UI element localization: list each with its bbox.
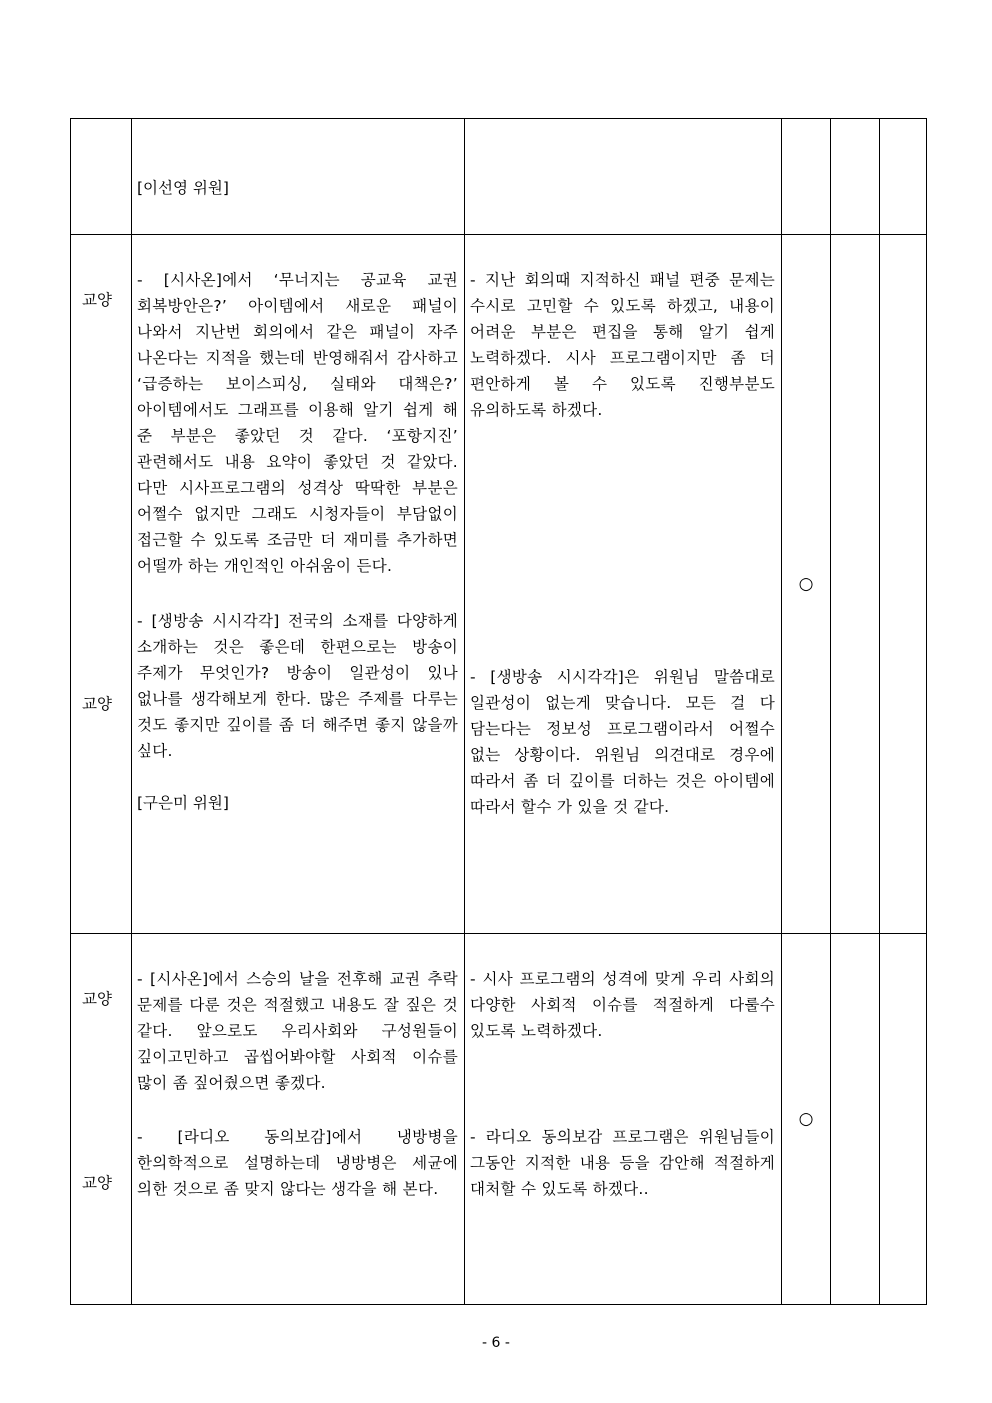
mark-cell	[782, 119, 831, 235]
mark-cell	[831, 235, 880, 934]
table-row	[71, 119, 927, 235]
opinion-cell	[132, 235, 465, 934]
speaker-label: [구은미 위원]	[137, 794, 229, 812]
category-label: 교양	[82, 990, 112, 1008]
mark-cell	[880, 235, 927, 934]
mark-cell	[831, 934, 880, 1305]
category-cell	[71, 119, 132, 235]
response-text: - 지난 회의때 지적하신 패널 편중 문제는 수시로 고민할 수 있도록 하겠고, 내용이 어려운 부분은 편집을 통해 알기 쉽게 노력하겠다. 시사 프로그램이지만 좀 더 편안하게 볼 수 있도록 진행부분도 유의하도록 하겠다.	[470, 271, 775, 419]
mark-cell	[880, 119, 927, 235]
category-label: 교양	[82, 1174, 112, 1192]
category-label: 교양	[82, 291, 112, 309]
opinion-text: - [시사온]에서 스승의 날을 전후해 교권 추락 문제를 다룬 것은 적절했고 내용도 잘 짚은 것 같다. 앞으로도 우리사회와 구성원들이 깊이고민하고 곱씹어봐야할 사회적 이슈를 많이 좀 짚어줬으면 좋겠다.	[137, 970, 458, 1092]
opinion-cell	[132, 119, 465, 235]
page-number: - 6 -	[482, 1335, 510, 1351]
opinion-text: - [시사온]에서 ‘무너지는 공교육 교권 회복방안은?’ 아이템에서 새로운 패널이 나와서 지난번 회의에서 같은 패널이 자주 나온다는 지적을 했는데 반영해줘서 감사하고 ‘급증하는 보이스피싱, 실태와 대책은?’ 아이템에서도 그래프를 이용해 알기 쉽게 해 준 부분은 좋았던 것 같다. ‘포항지진’ 관련해서도 내용 요약이 좋았던 것 같았다. 다만 시사프로그램의 성격상 딱딱한 부분은 어쩔수 없지만 그래도 시청자들이 부담없이 접근할 수 있도록 조금만 더 재미를 추가하면 어떨까 하는 개인적인 아쉬움이 든다.	[137, 271, 458, 575]
opinion-cell	[132, 934, 465, 1305]
circle-mark: ○	[798, 574, 814, 594]
response-text: - 라디오 동의보감 프로그램은 위원님들이 그동안 지적한 내용 등을 감안해 적절하게 대처할 수 있도록 하겠다..	[470, 1128, 775, 1198]
mark-cell	[831, 119, 880, 235]
mark-cell	[880, 934, 927, 1305]
response-text: - 시사 프로그램의 성격에 맞게 우리 사회의 다양한 사회적 이슈를 적절하게 다룰수 있도록 노력하겠다.	[470, 970, 775, 1040]
response-text: - [생방송 시시각각]은 위원님 말씀대로 일관성이 없는게 맞습니다. 모든 걸 다 담는다는 정보성 프로그램이라서 어쩔수 없는 상황이다. 위원님 의견대로 경우에 따라서 좀 더 깊이를 더하는 것은 아이템에 따라서 할수 가 있을 것 같다.	[470, 668, 775, 816]
opinion-text: - [라디오 동의보감]에서 냉방병을 한의학적으로 설명하는데 냉방병은 세균에 의한 것으로 좀 맞지 않다는 생각을 해 본다.	[137, 1128, 458, 1198]
response-cell	[465, 119, 782, 235]
opinion-text: - [생방송 시시각각] 전국의 소재를 다양하게 소개하는 것은 좋은데 한편으로는 방송이 주제가 무엇인가? 방송이 일관성이 있나 없나를 생각해보게 한다. 많은 주제를 다루는 것도 좋지만 깊이를 좀 더 해주면 좋지 않을까 싶다.	[137, 612, 458, 760]
response-cell	[465, 235, 782, 934]
table-row	[71, 235, 927, 934]
mark-cell	[782, 934, 831, 1305]
response-cell	[465, 934, 782, 1305]
circle-mark: ○	[798, 1109, 814, 1129]
category-label: 교양	[82, 695, 112, 713]
minutes-table	[70, 118, 927, 1305]
mark-cell	[782, 235, 831, 934]
category-cell	[71, 934, 132, 1305]
table-row	[71, 934, 927, 1305]
category-cell	[71, 235, 132, 934]
speaker-label: [이선영 위원]	[137, 179, 229, 197]
